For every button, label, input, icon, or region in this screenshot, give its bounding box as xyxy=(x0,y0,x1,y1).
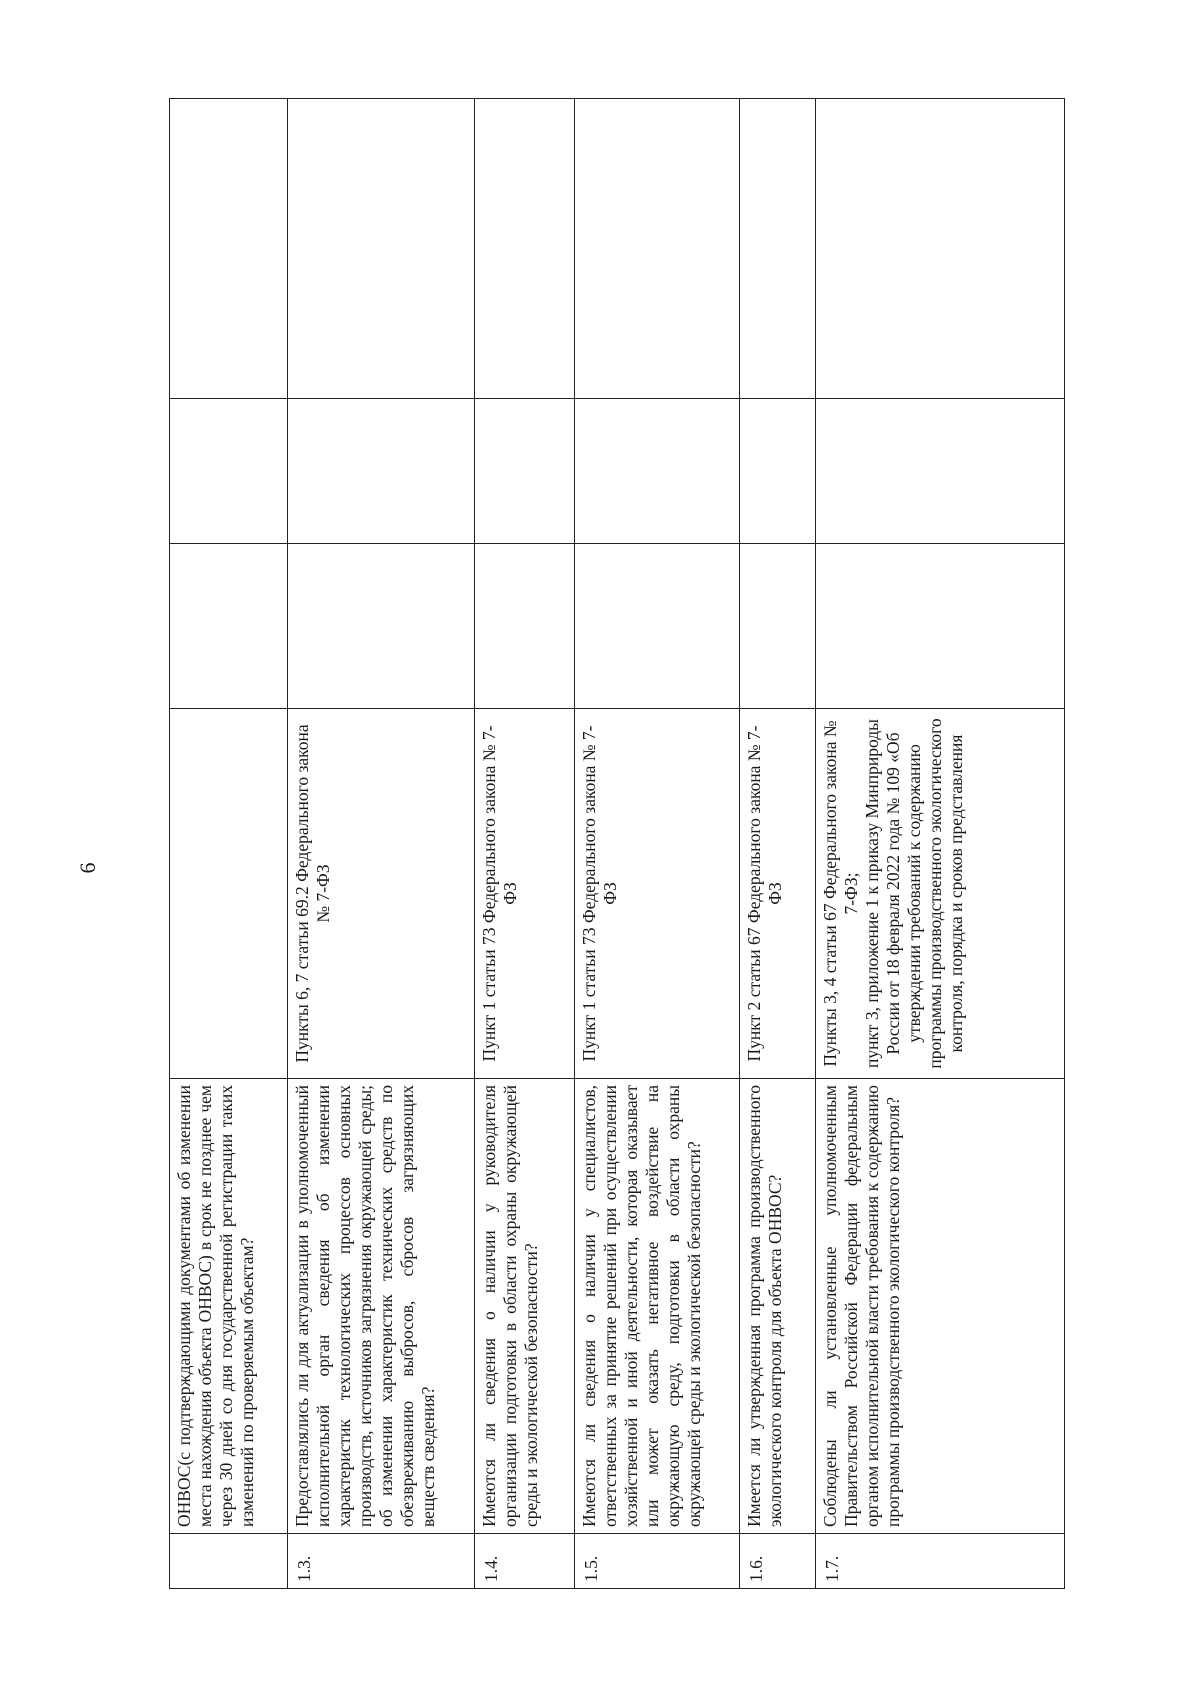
question-cell: Соблюдены ли установленные уполномоченным Правительством Российской Федерации федеральным органом исполнительной власти требования к содержанию программы производственного экологического контроля? xyxy=(816,1079,1065,1534)
answer-cell xyxy=(575,399,740,544)
answer-cell xyxy=(288,544,475,709)
legal-reference-cell xyxy=(740,709,816,1079)
note-cell xyxy=(816,99,1065,399)
table-row xyxy=(475,99,575,1589)
legal-reference-cell xyxy=(475,709,575,1079)
note-cell xyxy=(170,99,288,399)
checklist-table xyxy=(169,99,1064,1589)
answer-cell xyxy=(816,399,1065,544)
question-cell: Предоставлялись ли для актуализации в уполномоченный исполнительной орган сведения об изменении характеристик технологических процессов основных производств, источников загрязнения окружающей среды; об изменении характеристик технических средств по обезвреживанию выбросов, сбросов загрязняющих веществ сведения? xyxy=(288,1079,475,1534)
answer-cell xyxy=(170,399,288,544)
legal-reference-line: Пункт 2 статьи 67 Федерального закона № 7-ФЗ xyxy=(744,725,785,1062)
row-number xyxy=(170,1534,288,1589)
answer-cell xyxy=(170,544,288,709)
legal-reference-cell xyxy=(816,709,1065,1079)
legal-reference-line: Пункт 1 статьи 73 Федерального закона № 7-ФЗ xyxy=(479,725,520,1062)
note-cell xyxy=(740,99,816,399)
legal-reference-line: Пункт 1 статьи 73 Федерального закона № 7-ФЗ xyxy=(579,725,620,1062)
row-number: 1.3. xyxy=(288,1534,475,1589)
answer-cell xyxy=(575,544,740,709)
note-cell xyxy=(575,99,740,399)
row-number: 1.5. xyxy=(575,1534,740,1589)
table-row xyxy=(740,99,816,1589)
answer-cell xyxy=(740,544,816,709)
row-number: 1.7. xyxy=(816,1534,1065,1589)
table-row xyxy=(816,99,1065,1589)
row-number: 1.4. xyxy=(475,1534,575,1589)
table-row xyxy=(170,99,288,1589)
row-number: 1.6. xyxy=(740,1534,816,1589)
question-cell: Имеется ли утвержденная программа производственного экологического контроля для объекта ОНВОС? xyxy=(740,1079,816,1534)
answer-cell xyxy=(740,399,816,544)
answer-cell xyxy=(475,399,575,544)
legal-reference-line: пункт 3, приложение 1 к приказу Минприроды России от 18 февраля 2022 года № 109 «Об утверждении требований к содержанию программы производственного экологического контроля, порядка и сроков представления xyxy=(862,718,966,1069)
answer-cell xyxy=(288,399,475,544)
note-cell xyxy=(475,99,575,399)
table-row xyxy=(288,99,475,1589)
checklist-table-grid xyxy=(169,98,1065,1589)
answer-cell xyxy=(475,544,575,709)
legal-reference-cell xyxy=(288,709,475,1079)
table-body xyxy=(170,99,1065,1589)
page-number: 6 xyxy=(75,862,100,874)
table-row xyxy=(575,99,740,1589)
question-cell: ОНВОС(с подтверждающими документами об изменении места нахождения объекта ОНВОС) в срок не позднее чем через 30 дней со дня государственной регистрации таких изменений по проверяемым объектам? xyxy=(170,1079,288,1534)
answer-cell xyxy=(816,544,1065,709)
question-cell: Имеются ли сведения о наличии у руководителя организации подготовки в области охраны окружающей среды и экологической безопасности? xyxy=(475,1079,575,1534)
legal-reference-line: Пункты 3, 4 статьи 67 Федерального закона № 7-ФЗ; xyxy=(820,720,861,1067)
legal-reference-cell xyxy=(170,709,288,1079)
legal-reference-cell xyxy=(575,709,740,1079)
legal-reference-line: Пункты 6, 7 статьи 69.2 Федерального закона № 7-ФЗ xyxy=(292,724,333,1063)
question-cell: Имеются ли сведения о наличии у специалистов, ответственных за принятие решений при осуществлении хозяйственной и иной деятельности, которая оказывает или может оказать негативное воздействие на окружающую среду, подготовки в области охраны окружающей среды и экологической безопасности? xyxy=(575,1079,740,1534)
note-cell xyxy=(288,99,475,399)
